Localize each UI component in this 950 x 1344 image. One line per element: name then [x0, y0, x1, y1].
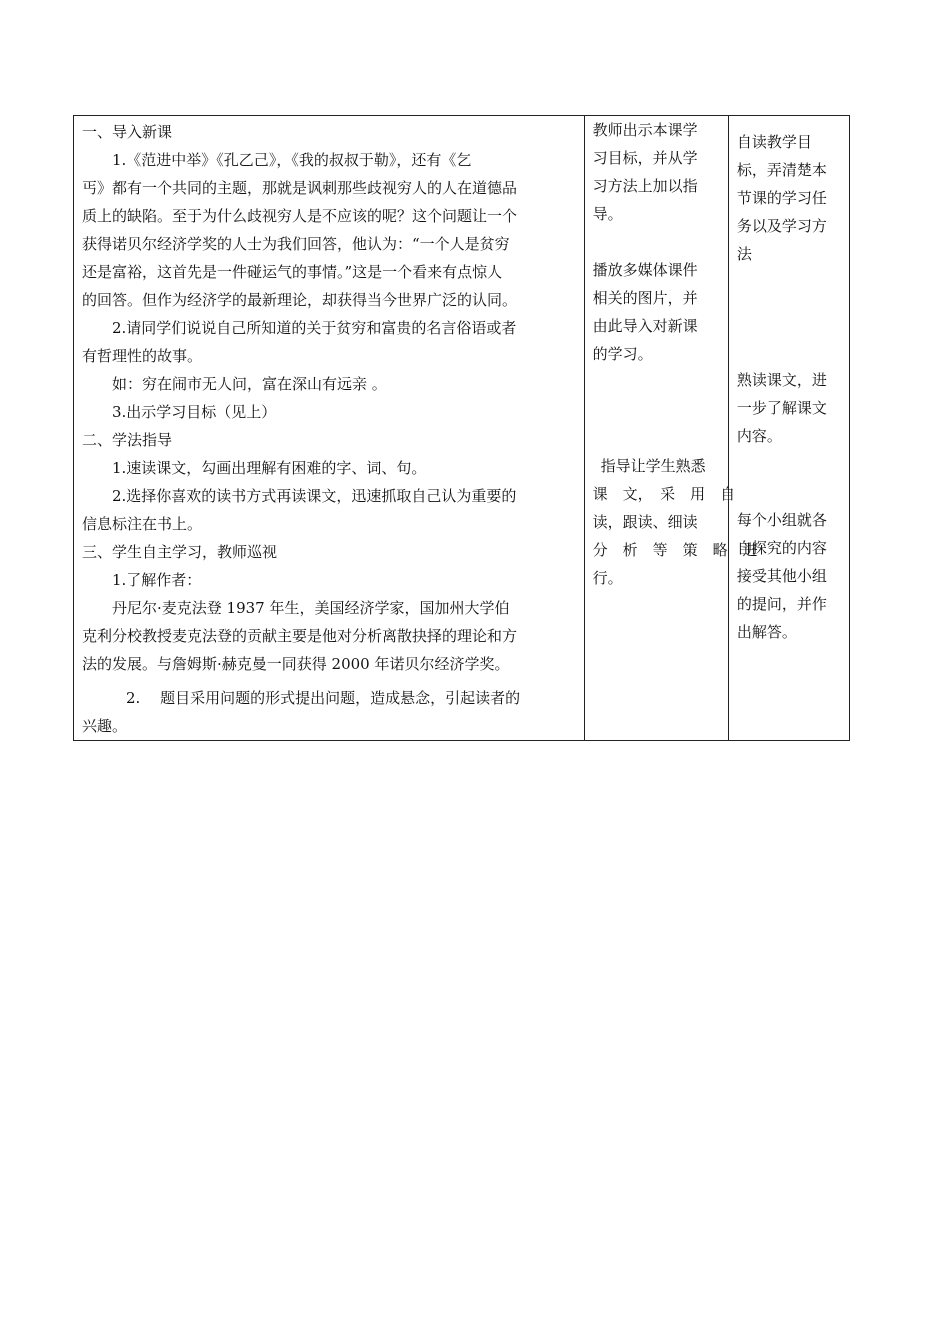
teacher-activity-line: 读，跟读、细读 [592, 513, 698, 531]
content-line: 有哲理性的故事。 [82, 347, 203, 365]
teacher-activity-line: 相关的图片，并 [592, 289, 698, 307]
content-line: 3.出示学习目标（见上） [112, 403, 277, 421]
student-activity-cell [728, 116, 849, 741]
teacher-activity-line: 教师出示本课学 [592, 121, 698, 139]
teacher-activity-line: 习方法上加以指 [592, 177, 698, 195]
teacher-activity-line: 导。 [592, 205, 623, 223]
teaching-content-cell [74, 116, 585, 741]
spacer [593, 368, 722, 452]
teacher-activity-cell [584, 116, 758, 741]
teacher-activity-line: 指导让学生熟悉 [600, 457, 706, 475]
student-activity-line: 内容。 [736, 427, 782, 445]
teacher-activity-line: 播放多媒体课件 [592, 261, 698, 279]
content-line: 的回答。但作为经济学的最新理论，却获得当今世界广泛的认同。 [82, 291, 518, 309]
spacer [593, 228, 722, 256]
teacher-activity-line: 习目标，并从学 [592, 149, 698, 167]
lesson-plan-table [73, 115, 850, 741]
content-line: 质上的缺陷。至于为什么歧视穷人是不应该的呢？这个问题让一个 [82, 207, 518, 225]
content-line: 兴趣。 [82, 717, 128, 735]
content-line: 克利分校教授麦克法登的贡献主要是他对分析离散抉择的理论和方 [82, 627, 518, 645]
content-line: 丐》都有一个共同的主题，那就是讽刺那些歧视穷人的人在道德品 [82, 179, 518, 197]
content-line: 2. 题目采用问题的形式提出问题，造成悬念，引起读者的 [126, 689, 521, 707]
table-row [74, 116, 850, 741]
content-line: 1.了解作者： [112, 571, 202, 589]
content-line: 丹尼尔·麦克法登 1937 年生，美国经济学家，国加州大学伯 [112, 599, 510, 617]
teacher-activity-line: 行。 [592, 569, 623, 587]
student-activity-line: 务以及学习方 [736, 217, 827, 235]
spacer [737, 116, 843, 128]
teacher-activity-line: 由此导入对新课 [592, 317, 698, 335]
student-activity-line: 熟读课文，进 [736, 371, 827, 389]
teacher-activity-line: 的学习。 [592, 345, 653, 363]
student-activity-line: 自读教学目 [736, 133, 812, 151]
content-line: 信息标注在书上。 [82, 515, 203, 533]
student-activity-line: 标，弄清楚本 [736, 161, 827, 179]
student-activity-line: 一步了解课文 [736, 399, 827, 417]
student-activity-line: 接受其他小组 [736, 567, 827, 585]
content-line: 2.请同学们说说自己所知道的关于贫穷和富贵的名言俗语或者 [112, 319, 517, 337]
content-line: 2.选择你喜欢的读书方式再读课文，迅速抓取自己认为重要的 [112, 487, 517, 505]
content-line: 还是富裕，这首先是一件碰运气的事情。”这是一个看来有点惊人 [82, 263, 503, 281]
student-activity-line: 节课的学习任 [736, 189, 827, 207]
content-line: 1.《范进中举》《孔乙己》，《我的叔叔于勒》，还有《乞 [112, 151, 472, 169]
student-activity-line: 出解答。 [736, 623, 797, 641]
section-heading-self-study: 三、学生自主学习，教师巡视 [82, 543, 278, 561]
spacer [737, 450, 843, 506]
section-heading-method: 二、学法指导 [82, 431, 173, 449]
student-activity-line: 自探究的内容 [736, 539, 827, 557]
student-activity-line: 每个小组就各 [736, 511, 827, 529]
section-heading-intro: 一、导入新课 [82, 123, 173, 141]
content-line: 如：穷在闹市无人问，富在深山有远亲 。 [112, 375, 387, 393]
teacher-activity-line: 分 析 等 策 略 进 [592, 541, 758, 559]
content-line: 1.速读课文，勾画出理解有困难的字、词、句。 [112, 459, 427, 477]
student-activity-line: 的提问，并作 [736, 595, 827, 613]
content-line: 法的发展。与詹姆斯·赫克曼一同获得 2000 年诺贝尔经济学奖。 [82, 655, 510, 673]
teacher-activity-line: 课 文， 采 用 自 [592, 485, 736, 503]
content-line: 获得诺贝尔经济学奖的人士为我们回答，他认为：“一个人是贫穷 [82, 235, 510, 253]
student-activity-line: 法 [736, 245, 752, 263]
spacer [737, 268, 843, 366]
